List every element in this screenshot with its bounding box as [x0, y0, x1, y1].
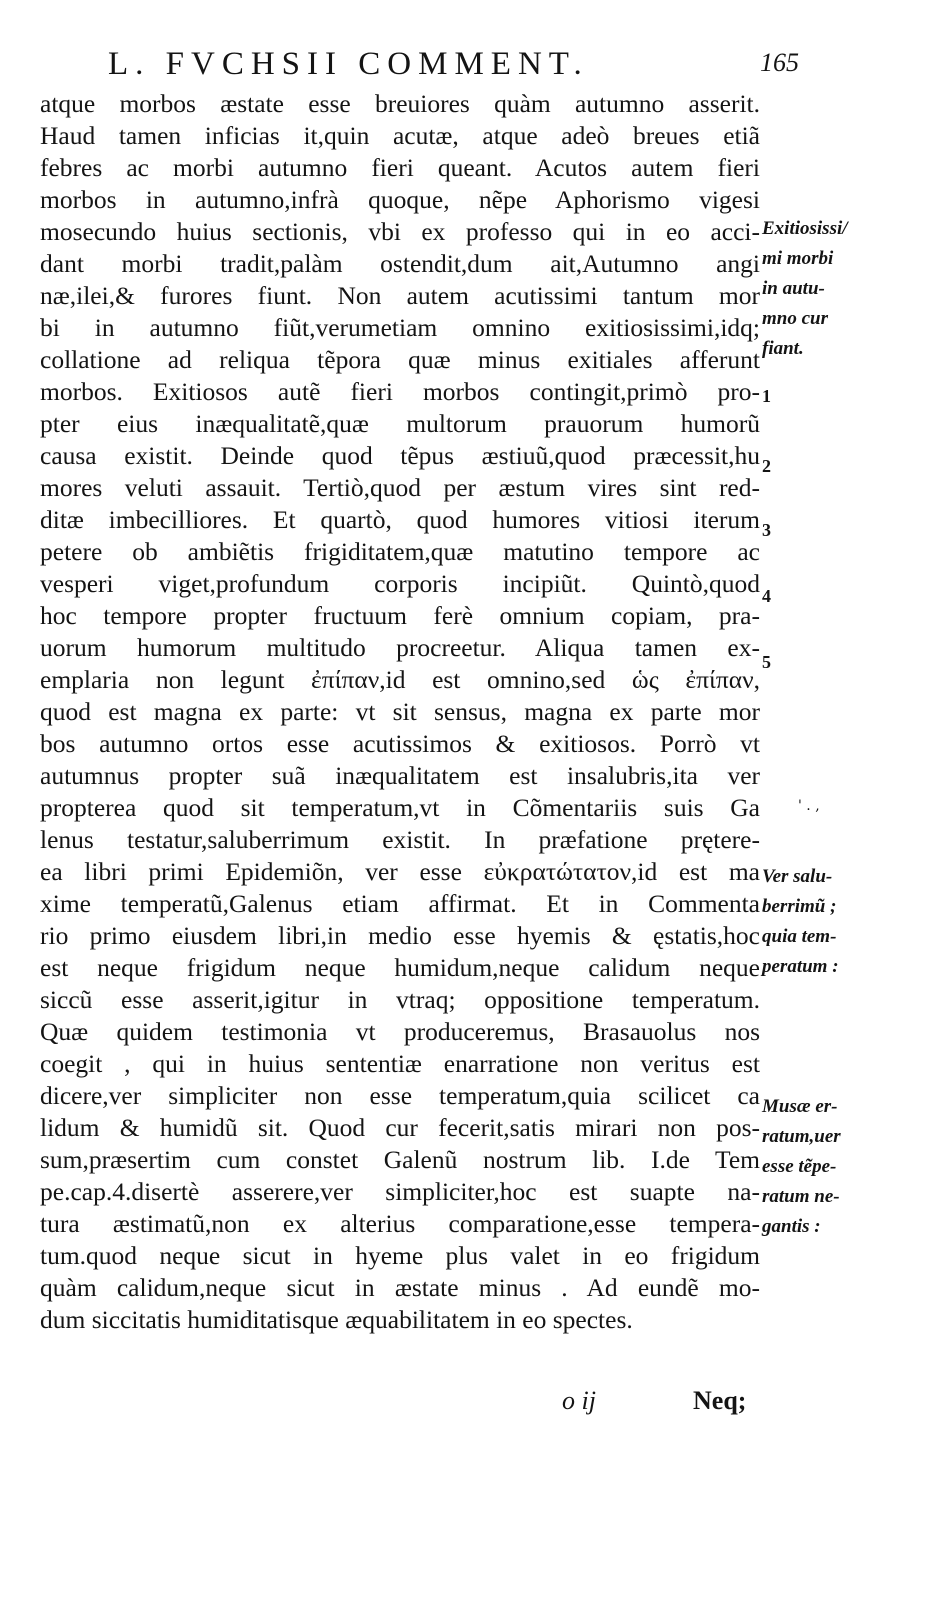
- text-line: febres ac morbi autumno fieri queant. Acutos autem fieri: [40, 153, 760, 182]
- text-line: quàm calidum,neque sicut in æstate minus . Ad eundẽ mo-: [40, 1273, 760, 1302]
- text-line: pter eius inæqualitatẽ,quæ multorum prauorum humorũ: [40, 409, 760, 438]
- margin-note-exitiosissimi: [762, 214, 848, 364]
- text-line: sum,præsertim cum constet Galenũ nostrum lib. I.de Tem: [40, 1145, 760, 1174]
- catchword: Neq;: [693, 1386, 747, 1415]
- margin-note-line: Ver salu-: [762, 866, 833, 887]
- margin-number: 5: [762, 652, 771, 672]
- margin-note-ver-saluberrimum: [762, 862, 839, 982]
- margin-number: 4: [762, 586, 771, 606]
- margin-note-line: gantis :: [762, 1216, 821, 1237]
- text-line: morbos. Exitiosos autẽ fieri morbos contingit,primò pro-: [40, 377, 760, 406]
- ink-specks: ' . ,: [798, 798, 820, 814]
- margin-note-line: esse tẽpe-: [762, 1156, 837, 1177]
- text-line: quod est magna ex parte: vt sit sensus, magna ex parte mor: [40, 697, 760, 726]
- margin-note-line: quia tem-: [762, 926, 837, 947]
- text-line: autumnus propter suã inæqualitatem est insalubris,ita ver: [40, 761, 760, 790]
- margin-note-line: peratum :: [762, 956, 839, 977]
- text-line: morbos in autumno,infrà quoque, nẽpe Aphorismo vigesi: [40, 185, 760, 214]
- margin-note-line: Musæ er-: [762, 1096, 838, 1117]
- text-line: lenus testatur,saluberrimum existit. In præfatione prętere-: [40, 825, 760, 854]
- page-footer: [0, 1386, 930, 1426]
- running-title: L. FVCHSII COMMENT.: [108, 46, 589, 82]
- text-line: bos autumno ortos esse acutissimos & exitiosos. Porrò vt: [40, 729, 760, 758]
- margin-number: 3: [762, 520, 771, 540]
- text-line: dant morbi tradit,palàm ostendit,dum ait,Autumno angi: [40, 249, 760, 278]
- text-line: uorum humorum multitudo procreetur. Aliqua tamen ex-: [40, 633, 760, 662]
- text-line: mosecundo huius sectionis, vbi ex professo qui in eo acci-: [40, 217, 760, 246]
- text-line: atque morbos æstate esse breuiores quàm autumno asserit.: [40, 89, 760, 118]
- text-line: tum.quod neque sicut in hyeme plus valet in eo frigidum: [40, 1241, 760, 1270]
- margin-note-line: Exitiosissi/: [762, 218, 848, 239]
- text-line: propterea quod sit temperatum,vt in Cõmentariis suis Ga: [40, 793, 760, 822]
- text-line: est neque frigidum neque humidum,neque calidum neque: [40, 953, 760, 982]
- margin-note-line: mno cur: [762, 308, 828, 329]
- text-line: lidum & humidũ sit. Quod cur fecerit,satis mirari non pos-: [40, 1113, 760, 1142]
- text-line: causa existit. Deinde quod tẽpus æstiuũ,quod præcessit,hu: [40, 441, 760, 470]
- text-line: Quæ quidem testimonia vt produceremus, Brasauolus nos: [40, 1017, 760, 1046]
- margin-note-musae-erratum: [762, 1092, 841, 1242]
- text-line: emplaria non legunt ἐπίπαν,id est omnino,sed ὡς ἐπίπαν,: [40, 665, 760, 694]
- text-line: bi in autumno fiũt,verumetiam omnino exitiosissimi,idq;: [40, 313, 760, 342]
- signature-mark: o ij: [562, 1386, 596, 1415]
- margin-note-line: mi morbi: [762, 248, 834, 269]
- text-line: mores veluti assauit. Tertiò,quod per æstum vires sint red-: [40, 473, 760, 502]
- margin-note-line: ratum,uer: [762, 1126, 841, 1147]
- text-line: tura æstimatũ,non ex alterius comparatione,esse tempera-: [40, 1209, 760, 1238]
- margin-note-line: fiant.: [762, 338, 804, 359]
- page-header: [0, 46, 930, 86]
- text-line: xime temperatũ,Galenus etiam affirmat. Et in Commenta: [40, 889, 760, 918]
- text-line: collatione ad reliqua tẽpora quæ minus exitiales afferunt: [40, 345, 760, 374]
- text-line: dum siccitatis humiditatisque æquabilitatem in eo spectes.: [40, 1305, 633, 1334]
- text-line: pe.cap.4.disertè asserere,ver simpliciter,hoc est suapte na-: [40, 1177, 760, 1206]
- text-line: coegit , qui in huius sententiæ enarratione non veritus est: [40, 1049, 760, 1078]
- text-line: Haud tamen inficias it,quin acutæ, atque adeò breues etiã: [40, 121, 760, 150]
- folio-number: 165: [760, 48, 799, 77]
- text-line: næ,ilei,& furores fiunt. Non autem acutissimi tantum mor: [40, 281, 760, 310]
- text-line: rio primo eiusdem libri,in medio esse hyemis & ęstatis,hoc: [40, 921, 760, 950]
- text-line: vesperi viget,profundum corporis incipiũt. Quintò,quod: [40, 569, 760, 598]
- margin-note-line: ratum ne-: [762, 1186, 840, 1207]
- margin-number: 2: [762, 456, 771, 476]
- text-line: dicere,ver simpliciter non esse temperatum,quia scilicet ca: [40, 1081, 760, 1110]
- text-line: petere ob ambiẽtis frigiditatem,quæ matutino tempore ac: [40, 537, 760, 566]
- main-text-block: [40, 88, 760, 1336]
- margin-number: 1: [762, 386, 771, 406]
- margin-note-line: berrimũ ;: [762, 896, 837, 917]
- text-line: hoc tempore propter fructuum ferè omnium copiam, pra-: [40, 601, 760, 630]
- text-line: siccũ esse asserit,igitur in vtraq; oppositione temperatum.: [40, 985, 760, 1014]
- text-line: ditæ imbecilliores. Et quartò, quod humores vitiosi iterum: [40, 505, 760, 534]
- margin-note-line: in autu-: [762, 278, 825, 299]
- text-line: ea libri primi Epidemiõn, ver esse εὐκρατώτατον,id est ma: [40, 857, 760, 886]
